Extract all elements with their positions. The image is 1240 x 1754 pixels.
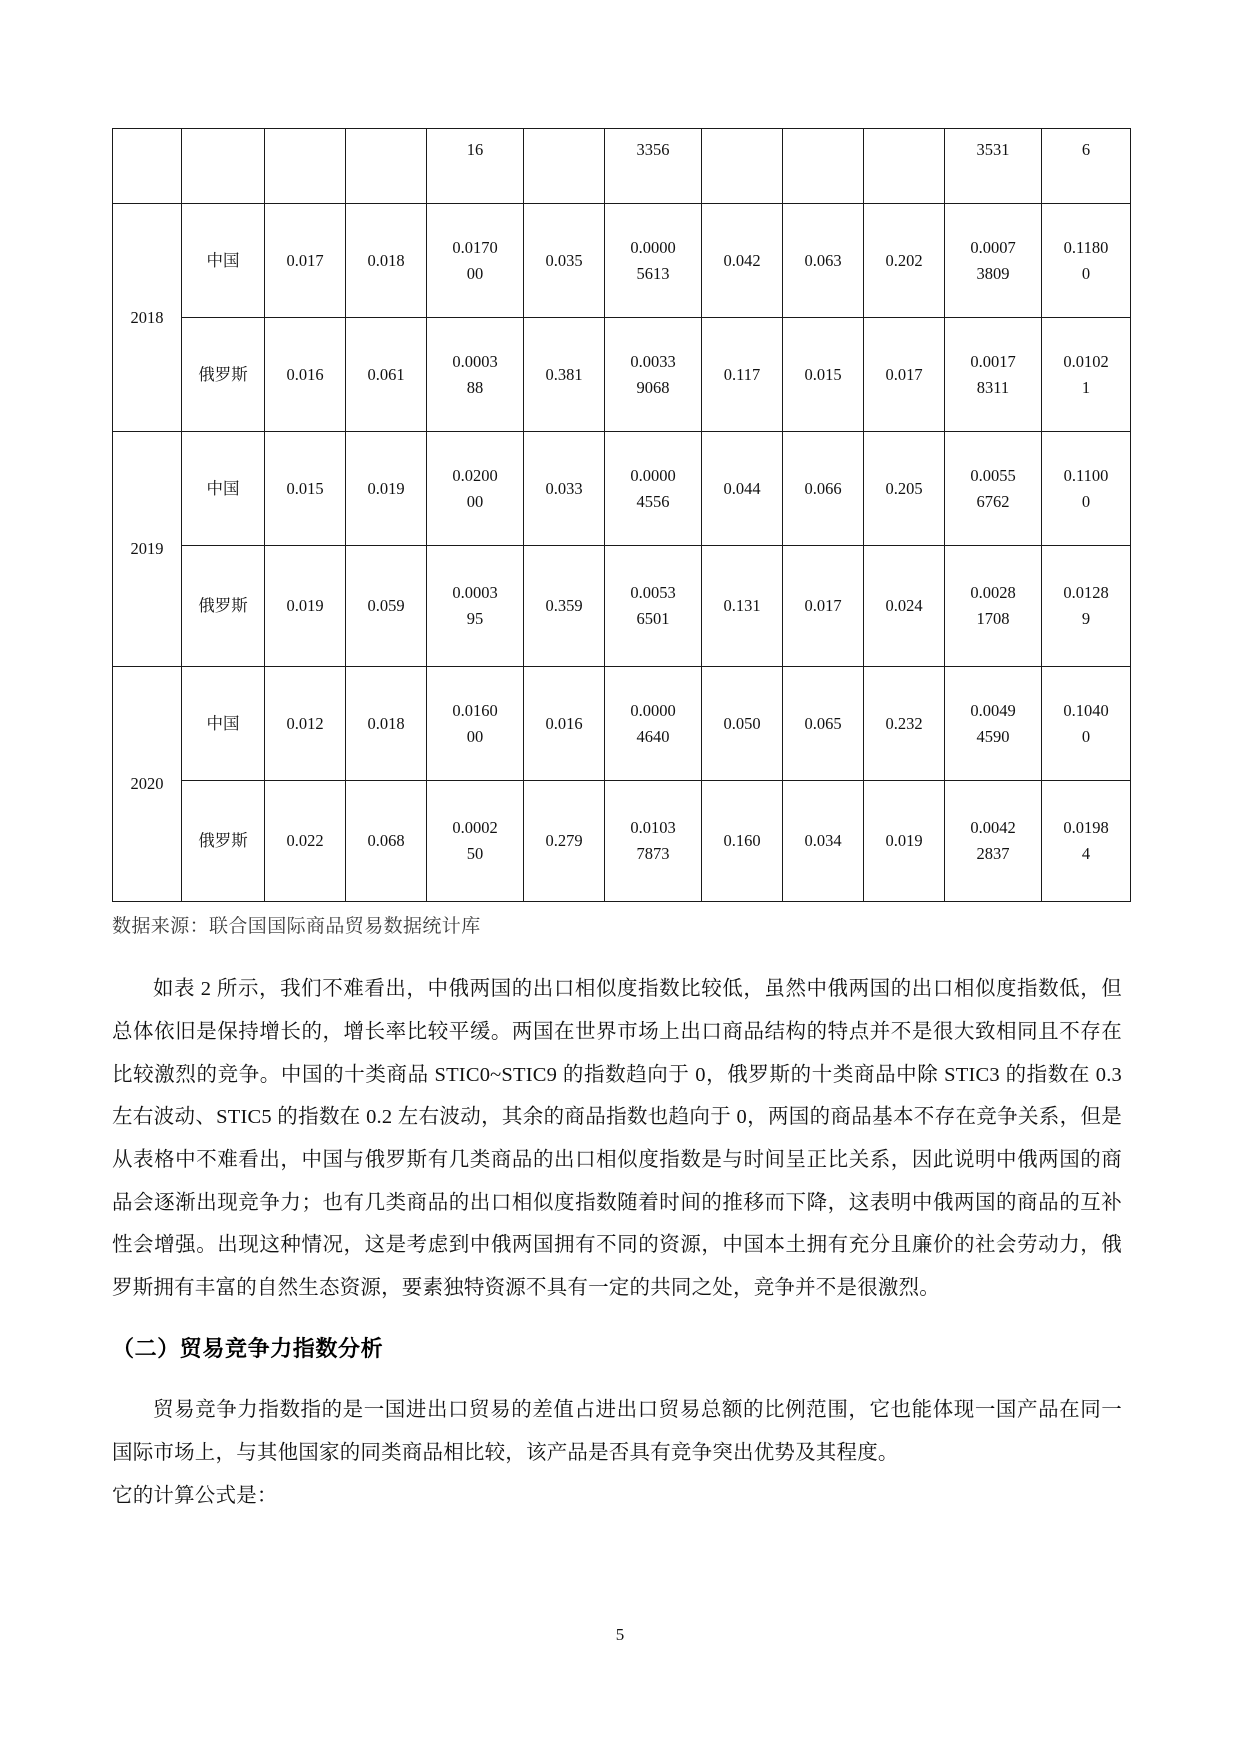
table-row <box>113 546 1131 667</box>
cell-value-2-part-b: 00 <box>466 491 484 511</box>
cell-value-9 <box>1042 667 1131 781</box>
cell-value-9 <box>1042 204 1131 318</box>
cell-value-5: 0.117 <box>702 318 783 432</box>
cell-country: 俄罗斯 <box>182 781 265 902</box>
cell-value-8-part-b: 2837 <box>976 844 1010 863</box>
page-content <box>112 128 1122 1517</box>
cell-continued-8 <box>783 129 864 204</box>
cell-value-8-part-a: 0.0017 <box>970 351 1016 371</box>
cell-value-9 <box>1042 432 1131 546</box>
cell-value-2-part-a: 0.0003 <box>452 351 498 371</box>
cell-value-2-part-b: 95 <box>466 609 484 628</box>
cell-continued-11: 6 <box>1042 129 1131 204</box>
cell-value-4-part-a: 0.0000 <box>630 700 676 720</box>
cell-value-3: 0.033 <box>524 432 605 546</box>
cell-value-4-part-a: 0.0053 <box>630 583 676 603</box>
cell-value-4 <box>605 667 702 781</box>
cell-continued-10: 3531 <box>945 129 1042 204</box>
cell-value-9-part-b: 0 <box>1081 263 1091 283</box>
cell-value-1: 0.018 <box>346 667 427 781</box>
cell-value-6: 0.066 <box>783 432 864 546</box>
table-row <box>113 432 1131 546</box>
cell-year-2020: 2020 <box>113 667 182 902</box>
cell-value-2 <box>427 781 524 902</box>
cell-continued-9 <box>864 129 945 204</box>
cell-value-8-part-a: 0.0042 <box>970 818 1016 838</box>
export-similarity-index-table <box>112 128 1131 902</box>
cell-value-2-part-b: 00 <box>466 726 484 746</box>
cell-continued-0 <box>113 129 182 204</box>
cell-value-5: 0.160 <box>702 781 783 902</box>
cell-value-0: 0.017 <box>265 204 346 318</box>
table-row <box>113 781 1131 902</box>
cell-value-9 <box>1042 781 1131 902</box>
cell-value-1: 0.018 <box>346 204 427 318</box>
cell-value-7: 0.019 <box>864 781 945 902</box>
cell-country: 中国 <box>182 667 265 781</box>
cell-value-9-part-a: 0.1180 <box>1063 237 1109 257</box>
cell-value-3: 0.016 <box>524 667 605 781</box>
cell-value-4-part-b: 4556 <box>636 491 670 511</box>
cell-value-4 <box>605 781 702 902</box>
cell-value-8-part-a: 0.0055 <box>970 465 1016 485</box>
cell-value-8 <box>945 546 1042 667</box>
cell-value-2-part-a: 0.0160 <box>452 700 498 720</box>
table-row-continued <box>113 129 1131 204</box>
cell-value-8 <box>945 667 1042 781</box>
cell-value-8-part-b: 8311 <box>976 377 1010 397</box>
cell-value-2 <box>427 318 524 432</box>
cell-value-5: 0.042 <box>702 204 783 318</box>
cell-value-4-part-a: 0.0000 <box>630 237 676 257</box>
cell-value-2-part-b: 88 <box>466 377 484 397</box>
cell-value-2 <box>427 546 524 667</box>
body-paragraph-2: 贸易竞争力指数指的是一国进出口贸易的差值占进出口贸易总额的比例范围，它也能体现一国产品在同一国际市场上，与其他国家的同类商品相比较，该产品是否具有竞争突出优势及其程度。 <box>112 1399 1122 1465</box>
cell-value-5: 0.131 <box>702 546 783 667</box>
table-row <box>113 667 1131 781</box>
cell-value-0: 0.015 <box>265 432 346 546</box>
cell-value-4-part-b: 9068 <box>636 377 670 397</box>
cell-value-7: 0.232 <box>864 667 945 781</box>
cell-value-9-part-b: 9 <box>1081 609 1091 628</box>
cell-value-8-part-b: 3809 <box>976 263 1010 283</box>
cell-value-0: 0.016 <box>265 318 346 432</box>
cell-continued-2 <box>265 129 346 204</box>
cell-value-6: 0.017 <box>783 546 864 667</box>
cell-value-3: 0.279 <box>524 781 605 902</box>
cell-continued-3 <box>346 129 427 204</box>
cell-value-8-part-a: 0.0049 <box>970 700 1016 720</box>
cell-value-8 <box>945 204 1042 318</box>
cell-value-9-part-b: 4 <box>1081 844 1091 863</box>
cell-value-7: 0.202 <box>864 204 945 318</box>
cell-value-9-part-a: 0.0128 <box>1063 583 1109 603</box>
cell-value-5: 0.044 <box>702 432 783 546</box>
cell-value-4-part-b: 5613 <box>636 263 670 283</box>
cell-value-9 <box>1042 546 1131 667</box>
cell-value-4-part-b: 7873 <box>636 844 670 863</box>
cell-value-2-part-a: 0.0170 <box>452 237 498 257</box>
cell-value-4-part-b: 6501 <box>636 609 670 628</box>
cell-value-0: 0.022 <box>265 781 346 902</box>
cell-country: 中国 <box>182 204 265 318</box>
cell-value-0: 0.012 <box>265 667 346 781</box>
cell-value-1: 0.061 <box>346 318 427 432</box>
cell-value-0: 0.019 <box>265 546 346 667</box>
cell-value-4-part-a: 0.0000 <box>630 465 676 485</box>
page-number: 5 <box>615 1625 625 1644</box>
cell-continued-7 <box>702 129 783 204</box>
cell-value-4 <box>605 204 702 318</box>
cell-value-2-part-b: 50 <box>466 844 484 863</box>
cell-value-4-part-b: 4640 <box>636 726 670 746</box>
cell-value-4 <box>605 432 702 546</box>
cell-continued-5 <box>524 129 605 204</box>
body-paragraph-3: 它的计算公式是： <box>112 1484 278 1507</box>
cell-value-6: 0.065 <box>783 667 864 781</box>
cell-value-1: 0.019 <box>346 432 427 546</box>
cell-value-3: 0.035 <box>524 204 605 318</box>
cell-value-9-part-a: 0.0198 <box>1063 818 1109 838</box>
cell-value-5: 0.050 <box>702 667 783 781</box>
cell-continued-4: 16 <box>427 129 524 204</box>
cell-country: 俄罗斯 <box>182 318 265 432</box>
cell-value-2-part-b: 00 <box>466 263 484 283</box>
cell-country: 俄罗斯 <box>182 546 265 667</box>
cell-value-8 <box>945 781 1042 902</box>
cell-value-4 <box>605 546 702 667</box>
cell-value-2 <box>427 667 524 781</box>
cell-value-8 <box>945 318 1042 432</box>
cell-value-8-part-a: 0.0007 <box>970 237 1016 257</box>
cell-value-9-part-b: 0 <box>1081 491 1091 511</box>
section-heading: （二）贸易竞争力指数分析 <box>112 1336 384 1362</box>
cell-value-9-part-a: 0.1040 <box>1063 700 1109 720</box>
cell-value-7: 0.024 <box>864 546 945 667</box>
cell-value-1: 0.068 <box>346 781 427 902</box>
cell-value-8-part-b: 1708 <box>976 609 1010 628</box>
cell-value-8-part-a: 0.0028 <box>970 583 1016 603</box>
cell-value-6: 0.063 <box>783 204 864 318</box>
cell-value-9-part-b: 1 <box>1081 377 1091 397</box>
cell-value-7: 0.017 <box>864 318 945 432</box>
cell-value-2-part-a: 0.0003 <box>452 583 498 603</box>
cell-value-8 <box>945 432 1042 546</box>
cell-value-3: 0.381 <box>524 318 605 432</box>
cell-value-3: 0.359 <box>524 546 605 667</box>
cell-continued-6: 3356 <box>605 129 702 204</box>
table-source-note: 数据来源：联合国国际商品贸易数据统计库 <box>112 916 481 937</box>
cell-value-1: 0.059 <box>346 546 427 667</box>
cell-country: 中国 <box>182 432 265 546</box>
cell-value-2-part-a: 0.0200 <box>452 465 498 485</box>
cell-value-6: 0.034 <box>783 781 864 902</box>
cell-value-7: 0.205 <box>864 432 945 546</box>
cell-value-2 <box>427 204 524 318</box>
table-row <box>113 204 1131 318</box>
cell-value-9 <box>1042 318 1131 432</box>
cell-value-4-part-a: 0.0033 <box>630 351 676 371</box>
cell-value-9-part-a: 0.1100 <box>1063 465 1109 485</box>
cell-value-8-part-b: 4590 <box>976 726 1010 746</box>
cell-value-4-part-a: 0.0103 <box>630 818 676 838</box>
cell-value-9-part-a: 0.0102 <box>1063 351 1109 371</box>
cell-value-2-part-a: 0.0002 <box>452 818 498 838</box>
table-row <box>113 318 1131 432</box>
cell-continued-1 <box>182 129 265 204</box>
cell-value-6: 0.015 <box>783 318 864 432</box>
cell-value-9-part-b: 0 <box>1081 726 1091 746</box>
cell-value-4 <box>605 318 702 432</box>
cell-year-2019: 2019 <box>113 432 182 667</box>
cell-value-8-part-b: 6762 <box>976 491 1010 511</box>
cell-year-2018: 2018 <box>113 204 182 432</box>
cell-value-2 <box>427 432 524 546</box>
body-paragraph-1: 如表 2 所示，我们不难看出，中俄两国的出口相似度指数比较低，虽然中俄两国的出口相似度指数低，但总体依旧是保持增长的，增长率比较平缓。两国在世界市场上出口商品结构的特点并不是很大致相同且不存在比较激烈的竞争。中国的十类商品 STIC0~STIC9 的指数趋向于 0，俄罗斯的十类商品中除 STIC3 的指数在 0.3 左右波动、STIC5 的指数在 0.2 左右波动，其余的商品指数也趋向于 0，两国的商品基本不存在竞争关系，但是从表格中不难看出，中国与俄罗斯有几类商品的出口相似度指数是与时间呈正比关系，因此说明中俄两国的商品会逐渐出现竞争力；也有几类商品的出口相似度指数随着时间的推移而下降，这表明中俄两国的商品的互补性会增强。出现这种情况，这是考虑到中俄两国拥有不同的资源，中国本土拥有充分且廉价的社会劳动力，俄罗斯拥有丰富的自然生态资源，要素独特资源不具有一定的共同之处，竞争并不是很激烈。 <box>112 978 1122 1299</box>
